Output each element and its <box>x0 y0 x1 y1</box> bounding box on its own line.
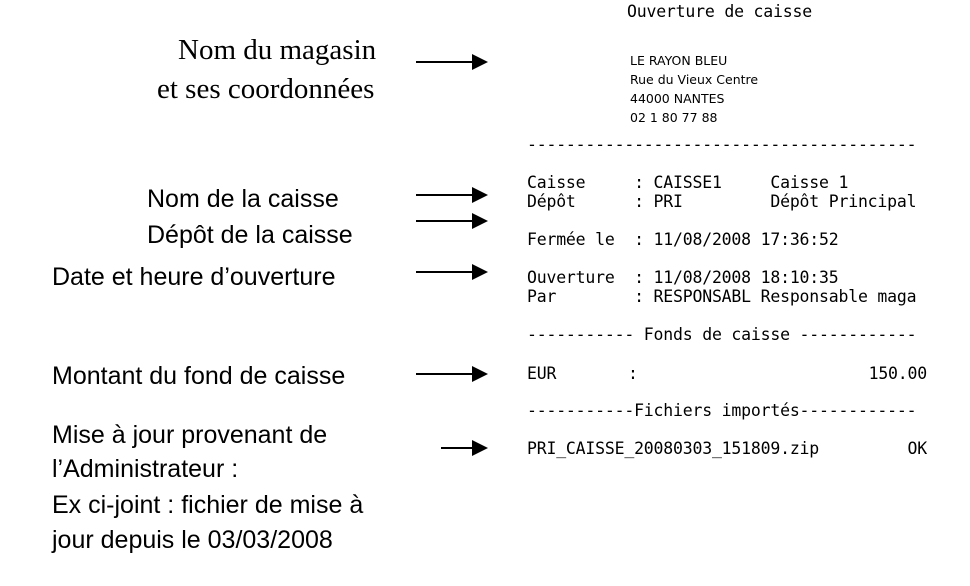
receipt-eur-label: EUR <box>527 364 557 383</box>
annotation-admin-update-4: jour depuis le 03/03/2008 <box>52 526 333 554</box>
receipt-par-line: Par : RESPONSABL Responsable maga <box>527 287 917 306</box>
arrow-opening-datetime <box>416 271 484 273</box>
receipt-separator: ---------------------------------------- <box>527 135 917 154</box>
receipt-ouverture-line: Ouverture : 11/08/2008 18:10:35 <box>527 268 839 287</box>
store-name: LE RAYON BLEU <box>630 53 728 68</box>
arrow-register-depot <box>416 220 484 222</box>
store-city: 44000 NANTES <box>630 91 725 106</box>
annotation-store-line-2: et ses coordonnées <box>157 73 375 105</box>
receipt-caisse-line: Caisse : CAISSE1 Caisse 1 <box>527 173 849 192</box>
receipt-eur-amount: 150.00 <box>868 364 927 383</box>
store-phone: 02 1 80 77 88 <box>630 110 718 125</box>
receipt-fonds-header: ----------- Fonds de caisse ------------ <box>527 325 917 344</box>
receipt-title: Ouverture de caisse <box>627 2 812 21</box>
receipt-depot-line: Dépôt : PRI Dépôt Principal <box>527 192 917 211</box>
store-street: Rue du Vieux Centre <box>630 72 759 87</box>
annotation-register-depot: Dépôt de la caisse <box>147 221 353 249</box>
arrow-store <box>416 61 484 63</box>
receipt-eur-colon: : <box>628 364 638 383</box>
arrow-register-name <box>416 194 484 196</box>
receipt-fermee-line: Fermée le : 11/08/2008 17:36:52 <box>527 230 839 249</box>
arrow-admin-update <box>441 447 484 449</box>
annotation-store-line-1: Nom du magasin <box>178 34 377 66</box>
receipt-file-name: PRI_CAISSE_20080303_151809.zip <box>527 439 820 458</box>
annotation-admin-update-1: Mise à jour provenant de <box>52 421 328 449</box>
annotation-admin-update-2: l’Administrateur : <box>52 455 239 483</box>
arrow-float-amount <box>416 373 484 375</box>
annotation-register-name: Nom de la caisse <box>147 185 339 213</box>
annotation-admin-update-3: Ex ci-joint : fichier de mise à <box>52 491 364 519</box>
annotation-float-amount: Montant du fond de caisse <box>52 362 346 390</box>
receipt-file-status: OK <box>907 439 927 458</box>
annotation-opening-datetime: Date et heure d’ouverture <box>52 263 336 291</box>
receipt-fichiers-header: -----------Fichiers importés------------ <box>527 401 917 420</box>
